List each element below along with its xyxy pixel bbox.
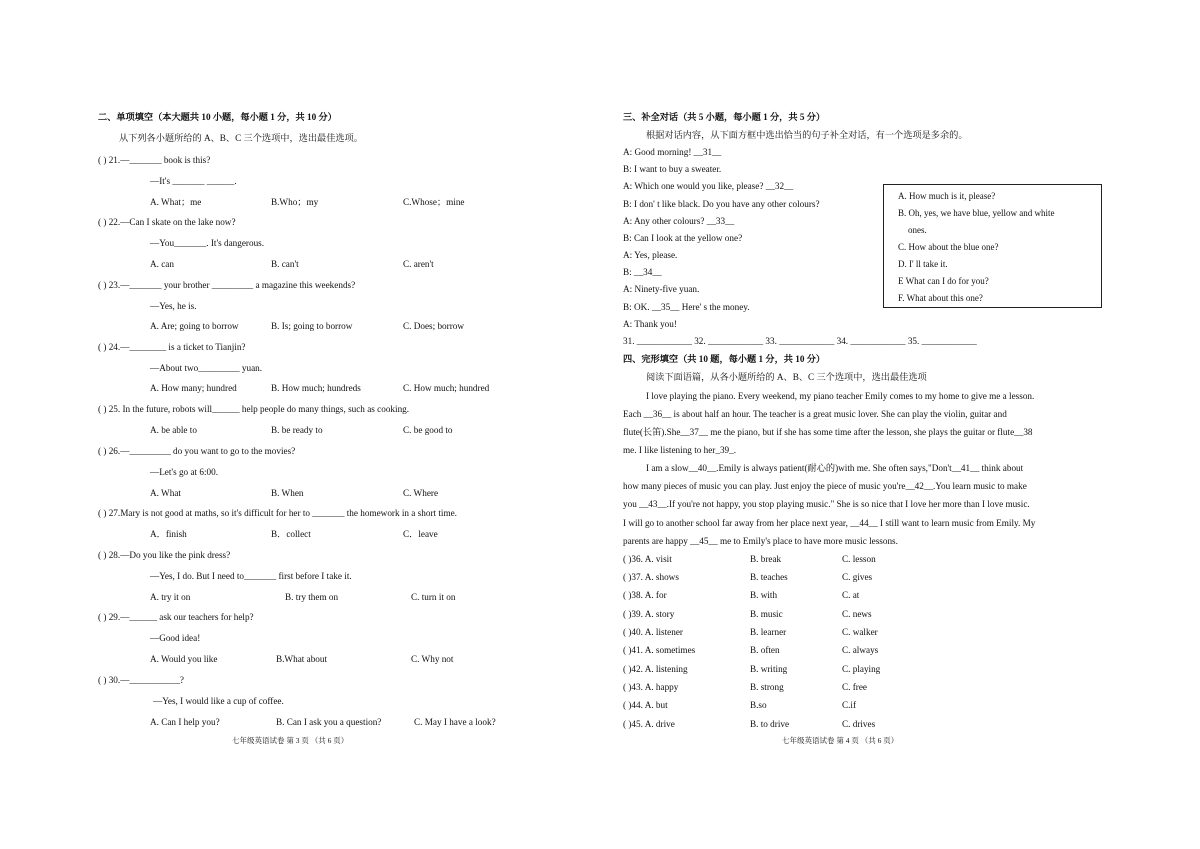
section4-instructions: 阅读下面语篇，从各小题所给的 A、B、C 三个选项中，选出最佳选项 — [646, 372, 927, 382]
cloze-45-c: C. drives — [842, 719, 876, 729]
dialog-line: A: Which one would you like, please? __32__ — [623, 181, 794, 191]
question-27-option-a: A．finish — [150, 529, 187, 539]
option-item: E What can I do for you? — [898, 276, 989, 286]
question-26-option-b: B. When — [271, 488, 304, 498]
question-22-option-b: B. can't — [271, 259, 299, 269]
question-25-stem: ( ) 25. In the future, robots will______ help people do many things, such as cooking. — [98, 404, 410, 414]
passage-line: parents are happy __45__ me to Emily's place to have more music lessons. — [623, 536, 898, 546]
question-29-stem: ( ) 29.—______ ask our teachers for help? — [98, 612, 254, 622]
passage-line: how many pieces of music you can play. Just enjoy the piece of music you're__42__.You learn music to make — [623, 481, 1027, 491]
cloze-41: ( )41. A. sometimes — [623, 645, 696, 655]
passage-line: flute(长笛).She__37__ me the piano, but if she has some time after the lesson, she plays the guitar or flute__38 — [623, 427, 1033, 437]
cloze-36: ( )36. A. visit — [623, 554, 672, 564]
dialog-line: A: Any other colours? __33__ — [623, 216, 735, 226]
dialog-line: A: Thank you! — [623, 319, 677, 329]
question-26-option-a: A. What — [150, 488, 181, 498]
section3-title: 三、补全对话（共 5 小题，每小题 1 分，共 5 分） — [623, 112, 826, 122]
cloze-44-c: C.if — [842, 700, 857, 710]
right-page — [600, 0, 1200, 849]
dialog-line: A: Ninety-five yuan. — [623, 284, 700, 294]
question-28-option-c: C. turn it on — [411, 592, 456, 602]
question-24-line2: —About two_________ yuan. — [150, 363, 263, 373]
question-29-line2: —Good idea! — [150, 633, 201, 643]
dialog-line: A: Good morning! __31__ — [623, 147, 722, 157]
passage-line: me. I like listening to her_39_. — [623, 445, 737, 455]
page-footer-left: 七年级英语试卷 第 3 页 （共 6 页） — [232, 736, 349, 745]
dialog-line: A: Yes, please. — [623, 250, 678, 260]
question-25-option-c: C. be good to — [403, 425, 453, 435]
passage-line: Each __36__ is about half an hour. The teacher is a great music lover. She can play the violin, guitar and — [623, 409, 1007, 419]
cloze-45-b: B. to drive — [750, 719, 790, 729]
cloze-45: ( )45. A. drive — [623, 719, 675, 729]
option-item: C. How about the blue one? — [898, 242, 999, 252]
question-30-option-a: A. Can I help you? — [150, 717, 220, 727]
question-27-stem: ( ) 27.Mary is not good at maths, so it's difficult for her to _______ the homework in a short time. — [98, 508, 457, 518]
question-22-option-a: A. can — [150, 259, 174, 269]
question-24-stem: ( ) 24.—________ is a ticket to Tianjin? — [98, 342, 246, 352]
dialog-line: B: __34__ — [623, 267, 662, 277]
question-26-stem: ( ) 26.—_________ do you want to go to the movies? — [98, 446, 296, 456]
cloze-38-c: C. at — [842, 590, 860, 600]
question-23-stem: ( ) 23.—_______ your brother _________ a magazine this weekends? — [98, 280, 356, 290]
question-22-option-c: C. aren't — [403, 259, 434, 269]
section3-instructions: 根据对话内容，从下面方框中选出恰当的句子补全对话，有一个选项是多余的。 — [646, 130, 968, 140]
dialog-line: B: Can I look at the yellow one? — [623, 233, 743, 243]
question-26-line2: —Let's go at 6:00. — [150, 467, 219, 477]
dialog-line: B: I don' t like black. Do you have any other colours? — [623, 199, 820, 209]
question-24-option-c: C. How much; hundred — [403, 383, 490, 393]
question-23-option-a: A. Are; going to borrow — [150, 321, 239, 331]
cloze-37: ( )37. A. shows — [623, 572, 679, 582]
cloze-44: ( )44. A. but — [623, 700, 668, 710]
cloze-39: ( )39. A. story — [623, 609, 675, 619]
question-22-line2: —You_______. It's dangerous. — [150, 238, 265, 248]
option-item: ones. — [908, 225, 927, 235]
question-21-option-b: B.Who；my — [271, 197, 319, 207]
question-29-option-a: A. Would you like — [150, 654, 218, 664]
question-29-option-b: B.What about — [276, 654, 328, 664]
question-23-option-b: B. Is; going to borrow — [271, 321, 353, 331]
cloze-38: ( )38. A. for — [623, 590, 667, 600]
question-30-line2: —Yes, I would like a cup of coffee. — [153, 696, 284, 706]
cloze-42-b: B. writing — [750, 664, 788, 674]
cloze-43-b: B. strong — [750, 682, 784, 692]
question-25-option-a: A. be able to — [150, 425, 197, 435]
options-box — [883, 184, 1102, 308]
question-23-line2: —Yes, he is. — [150, 301, 197, 311]
cloze-43-c: C. free — [842, 682, 867, 692]
cloze-39-c: C. news — [842, 609, 872, 619]
cloze-37-c: C. gives — [842, 572, 873, 582]
cloze-42-c: C. playing — [842, 664, 881, 674]
cloze-37-b: B. teaches — [750, 572, 788, 582]
question-26-option-c: C. Where — [403, 488, 439, 498]
option-item: D. I' ll take it. — [898, 259, 948, 269]
question-29-option-c: C. Why not — [411, 654, 454, 664]
cloze-42: ( )42. A. listening — [623, 664, 688, 674]
question-27-option-b: B．collect — [271, 529, 311, 539]
section4-title: 四、完形填空（共 10 题，每小题 1 分，共 10 分） — [623, 354, 826, 364]
question-28-option-b: B. try them on — [285, 592, 339, 602]
question-21-line2: —It's _______ ______. — [150, 176, 237, 186]
question-28-line2: —Yes, I do. But I need to_______ first before I take it. — [150, 571, 352, 581]
question-24-option-a: A. How many; hundred — [150, 383, 237, 393]
option-item: A. How much is it, please? — [898, 191, 996, 201]
question-21-stem: ( ) 21.—_______ book is this? — [98, 155, 211, 165]
passage-line: I love playing the piano. Every weekend, my piano teacher Emily comes to my home to give me a lesson. — [646, 391, 1035, 401]
cloze-41-b: B. often — [750, 645, 780, 655]
question-23-option-c: C. Does; borrow — [403, 321, 464, 331]
dialog-line: B: OK. __35__ Here' s the money. — [623, 302, 750, 312]
question-21-option-a: A. What；me — [150, 197, 202, 207]
section2-instructions: 从下列各小题所给的 A、B、C 三个选项中，选出最佳选项。 — [119, 133, 363, 143]
question-22-stem: ( ) 22.—Can I skate on the lake now? — [98, 217, 236, 227]
cloze-44-b: B.so — [750, 700, 767, 710]
question-24-option-b: B. How much; hundreds — [271, 383, 361, 393]
question-30-option-c: C. May I have a look? — [414, 717, 496, 727]
answer-blanks: 31. ____________ 32. ____________ 33. ____________ 34. ____________ 35. ____________ — [623, 336, 977, 346]
passage-line: you __43__.If you're not happy, you stop playing music." She is so nice that I love her more than I love music. — [623, 499, 1030, 509]
cloze-40-c: C. walker — [842, 627, 878, 637]
question-30-option-b: B. Can I ask you a question? — [276, 717, 382, 727]
dialog-line: B: I want to buy a sweater. — [623, 164, 722, 174]
section2-title: 二、单项填空（本大题共 10 小题，每小题 1 分，共 10 分） — [98, 112, 337, 122]
option-item: B. Oh, yes, we have blue, yellow and white — [898, 208, 1055, 218]
cloze-40: ( )40. A. listener — [623, 627, 683, 637]
option-item: F. What about this one? — [898, 293, 983, 303]
cloze-40-b: B. learner — [750, 627, 787, 637]
cloze-36-b: B. break — [750, 554, 782, 564]
question-27-option-c: C．leave — [403, 529, 438, 539]
question-28-option-a: A. try it on — [150, 592, 191, 602]
cloze-41-c: C. always — [842, 645, 879, 655]
page-footer-right: 七年级英语试卷 第 4 页 （共 6 页） — [782, 736, 899, 745]
question-28-stem: ( ) 28.—Do you like the pink dress? — [98, 550, 231, 560]
cloze-39-b: B. music — [750, 609, 783, 619]
question-21-option-c: C.Whose；mine — [403, 197, 465, 207]
passage-line: I will go to another school far away from her place next year, __44__ I still want to learn music from Emily. My — [623, 518, 1036, 528]
cloze-38-b: B. with — [750, 590, 778, 600]
question-30-stem: ( ) 30.—___________? — [98, 675, 184, 685]
passage-line: I am a slow__40__.Emily is always patient(耐心的)with me. She often says,"Don't__41__ think about — [646, 463, 1024, 473]
question-25-option-b: B. be ready to — [271, 425, 323, 435]
cloze-36-c: C. lesson — [842, 554, 876, 564]
cloze-43: ( )43. A. happy — [623, 682, 679, 692]
